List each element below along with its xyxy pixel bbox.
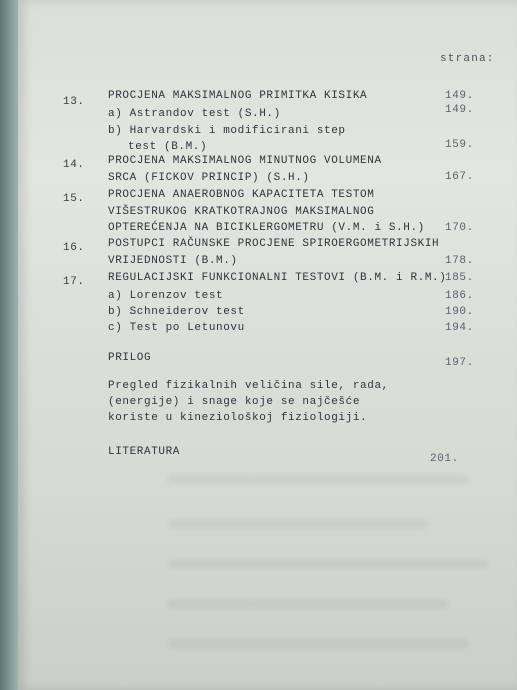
prilog-text: (energije) i snage koje se najčešće — [108, 396, 361, 408]
entry-number: 16. — [63, 242, 85, 254]
book-edge — [0, 0, 18, 690]
entry-page: 185. — [445, 272, 474, 284]
entry-title: PROCJENA MAKSIMALNOG PRIMITKA KISIKA — [108, 90, 368, 102]
entry-title: PROCJENA ANAEROBNOG KAPACITETA TESTOM — [108, 189, 375, 201]
entry-title: SRCA (FICKOV PRINCIP) (S.H.) — [108, 172, 310, 184]
bleed-through — [168, 475, 468, 483]
entry-title: a) Lorenzov test — [108, 290, 224, 302]
entry-title: POSTUPCI RAČUNSKE PROCJENE SPIROERGOMETRIJSKIH — [108, 238, 440, 250]
document-page — [18, 0, 517, 690]
entry-title: PROCJENA MAKSIMALNOG MINUTNOG VOLUMENA — [108, 155, 382, 167]
entry-page: 190. — [445, 306, 474, 318]
entry-page: 194. — [445, 322, 474, 334]
bleed-through — [168, 520, 428, 528]
entry-title: OPTEREĆENJA NA BICIKLERGOMETRU (V.M. i S.H.) — [108, 222, 425, 234]
prilog-page: 197. — [445, 357, 474, 369]
bleed-through — [168, 640, 468, 648]
prilog-title: PRILOG — [108, 352, 152, 364]
entry-number: 13. — [63, 96, 85, 108]
entry-page: 149. — [445, 104, 474, 116]
entry-title: VRIJEDNOSTI (B.M.) — [108, 255, 238, 267]
entry-page: 149. — [445, 90, 474, 102]
entry-title: b) Schneiderov test — [108, 306, 245, 318]
entry-title: test (B.M.) — [128, 141, 208, 153]
entry-title: b) Harvardski i modificirani step — [108, 125, 346, 137]
prilog-text: Pregled fizikalnih veličina sile, rada, — [108, 380, 389, 392]
entry-number: 15. — [63, 193, 85, 205]
literatura-page: 201. — [430, 453, 459, 465]
bleed-through — [168, 600, 448, 608]
strana-header: strana: — [440, 53, 495, 65]
entry-title: REGULACIJSKI FUNKCIONALNI TESTOVI (B.M. i R.M.) — [108, 272, 447, 284]
entry-page: 186. — [445, 290, 474, 302]
entry-page: 167. — [445, 171, 474, 183]
prilog-text: koriste u kineziološkoj fiziologiji. — [108, 412, 368, 424]
entry-number: 17. — [63, 276, 85, 288]
entry-page: 159. — [445, 139, 474, 151]
entry-page: 178. — [445, 255, 474, 267]
entry-number: 14. — [63, 159, 85, 171]
entry-title: c) Test po Letunovu — [108, 322, 245, 334]
entry-page: 170. — [445, 222, 474, 234]
literatura-title: LITERATURA — [108, 446, 181, 458]
entry-title: a) Astrandov test (S.H.) — [108, 108, 281, 120]
entry-title: VIŠESTRUKOG KRATKOTRAJNOG MAKSIMALNOG — [108, 206, 375, 218]
bleed-through — [168, 560, 488, 568]
